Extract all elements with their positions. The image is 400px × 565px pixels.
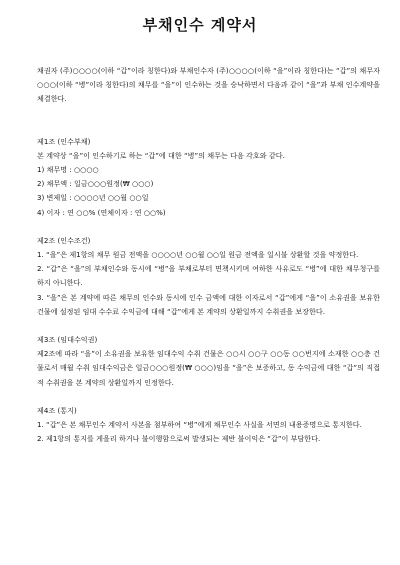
article-2-line: 3. “을”은 본 계약에 따른 채무의 인수와 동시에 인수 금액에 대한 이자로서 “갑”에게 “을”이 소유권을 보유한 건물에 설정된 임대 수수료 수익금에 대해 “갑”에게 본 계약의 상환일까지 수취권을 보장한다.	[37, 292, 380, 316]
article-1-line: 본 계약상 “을”이 인수하기로 하는 “갑”에 대한 “병”의 채무는 다음 각호와 같다.	[37, 150, 285, 160]
article-3-line: 제2조에 따라 “을”이 소유권을 보유한 임대수익 수취 건물은 ○○시 ○○구 ○○동 ○○번지에 소재한 ○○층 건물로서 매월 수취 임대수익금은 일금○○○원정(₩ ○○○)임을 “을”은 보증하고, 동 수익금에 대한 “갑”의 직접적 수취권을 본 계약의 상환일까지 인정한다.	[37, 349, 380, 387]
spacer	[37, 107, 380, 121]
article-1-line: 4) 이자 : 연 ○○% (연체이자 : 연 ○○%)	[37, 207, 166, 217]
article-1-line: 1) 채무명 : ○○○○	[37, 165, 99, 175]
article-3	[37, 333, 380, 390]
article-1-line: 2) 채무액 : 일금○○○원정(₩ ○○○)	[37, 179, 154, 189]
article-1-line: 3) 변제일 : ○○○○년 ○○월 ○○일	[37, 193, 149, 203]
document-title: 부채인수 계약서	[142, 16, 258, 34]
article-2-heading: 제2조 (인수조건)	[37, 235, 91, 245]
document-body	[37, 64, 380, 446]
article-1	[37, 135, 380, 220]
article-3-heading: 제3조 (임대수익권)	[37, 335, 98, 345]
article-4-line: 2. 제1항의 통지를 게을리 하거나 불이행함으로써 발생되는 제반 불이익은 “갑”이 부담한다.	[37, 434, 321, 444]
spacer	[37, 319, 380, 333]
article-2	[37, 234, 380, 319]
article-4	[37, 404, 380, 447]
spacer	[37, 220, 380, 234]
article-2-line: 2. “갑”은 “을”의 부채인수와 동시에 “병”을 부채로부터 면책시키며 여하한 사유로도 “병”에 대한 채무청구를 하지 아니한다.	[37, 264, 380, 288]
article-4-line: 1. “갑”은 본 채무인수 계약서 사본을 첨부하여 “병”에게 채무인수 사실을 서면의 내용증명으로 통지한다.	[37, 420, 362, 430]
article-2-line: 1. “을”은 제1항의 채무 원금 전액을 ○○○○년 ○○월 ○○일 원금 전액을 일시불 상환할 것을 약정한다.	[37, 250, 359, 260]
spacer	[37, 390, 380, 404]
article-4-heading: 제4조 (통지)	[37, 405, 77, 415]
article-1-heading: 제1조 (인수부채)	[37, 136, 91, 146]
intro-paragraph: 채권자 (주)○○○○(이하 “갑”이라 칭한다)와 부채인수자 (주)○○○○(이하 “을”이라 칭한다)는 “갑”의 채무자 ○○○(이하 “병”이라 칭한다)의 채무를 “을”이 인수하는 것을 승낙하면서 다음과 같이 “을”과 부채 인수계약을 체결한다.	[37, 66, 380, 104]
